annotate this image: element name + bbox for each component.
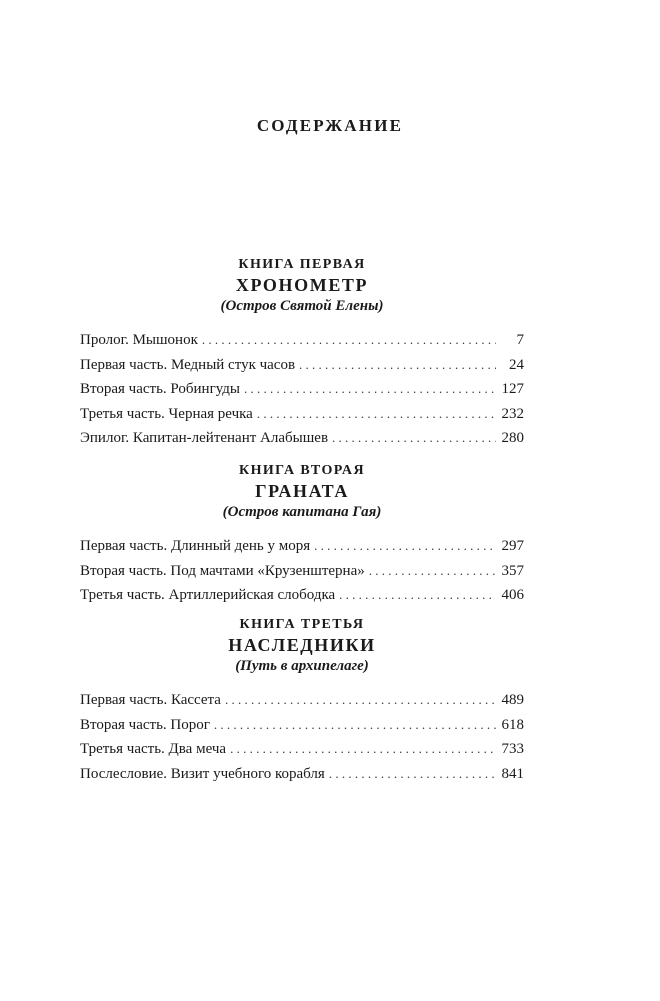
toc-entry-title: Эпилог. Капитан-лейтенант Алабышев xyxy=(80,430,329,446)
toc-page-number: 357 xyxy=(501,562,524,579)
book-subtitle: (Остров Святой Елены) xyxy=(220,298,384,314)
toc-page-number: 24 xyxy=(509,356,524,373)
toc-entry-list xyxy=(80,332,524,455)
book-header xyxy=(80,616,524,676)
book-section-2 xyxy=(80,462,524,612)
dot-leader xyxy=(329,766,496,782)
book-header xyxy=(80,256,524,316)
dot-leader xyxy=(257,406,496,422)
toc-page-number: 232 xyxy=(501,405,524,422)
dot-leader xyxy=(230,741,496,757)
toc-page-number: 841 xyxy=(501,765,524,782)
toc-entry-title: Послесловие. Визит учебного корабля xyxy=(80,765,325,782)
toc-entry[interactable] xyxy=(80,381,524,406)
toc-entry-list xyxy=(80,692,524,790)
dot-leader xyxy=(339,587,496,603)
page-title: СОДЕРЖАНИЕ xyxy=(256,116,404,135)
toc-entry-title: Вторая часть. Порог xyxy=(80,716,210,733)
book-label: КНИГА ТРЕТЬЯ xyxy=(239,617,365,632)
dot-leader xyxy=(225,692,496,708)
dot-leader xyxy=(244,381,496,397)
toc-entry[interactable] xyxy=(80,563,524,588)
book-label: КНИГА ПЕРВАЯ xyxy=(238,257,366,272)
toc-entry[interactable] xyxy=(80,538,524,563)
dot-leader xyxy=(332,430,496,446)
book-label: КНИГА ВТОРАЯ xyxy=(239,463,365,478)
book-section-3 xyxy=(80,616,524,790)
book-title: ГРАНАТА xyxy=(255,481,349,501)
book-subtitle: (Путь в архипелаге) xyxy=(235,658,369,674)
toc-entry-title: Пролог. Мышонок xyxy=(80,332,198,348)
toc-entry[interactable] xyxy=(80,332,524,357)
toc-entry-title: Третья часть. Черная речка xyxy=(80,405,253,422)
book-section-1 xyxy=(80,256,524,455)
toc-entry[interactable] xyxy=(80,406,524,431)
toc-entry[interactable] xyxy=(80,766,524,791)
toc-page-number: 7 xyxy=(516,332,524,348)
toc-entry[interactable] xyxy=(80,430,524,455)
toc-page-number: 733 xyxy=(501,741,524,757)
toc-entry-title: Первая часть. Кассета xyxy=(80,692,221,708)
toc-page-number: 406 xyxy=(501,587,524,603)
book-header xyxy=(80,462,524,522)
book-title: ХРОНОМЕТР xyxy=(235,275,369,295)
dot-leader xyxy=(299,357,496,373)
toc-entry-title: Третья часть. Два меча xyxy=(80,741,227,757)
toc-page-number: 280 xyxy=(501,430,524,446)
toc-entry-title: Вторая часть. Под мачтами «Крузенштерна» xyxy=(80,562,365,579)
dot-leader xyxy=(369,563,496,579)
book-subtitle: (Остров капитана Гая) xyxy=(222,504,382,520)
toc-entry[interactable] xyxy=(80,692,524,717)
toc-entry[interactable] xyxy=(80,587,524,612)
toc-entry[interactable] xyxy=(80,741,524,766)
toc-entry[interactable] xyxy=(80,357,524,382)
toc-entry-title: Первая часть. Медный стук часов xyxy=(80,356,296,373)
toc-page-number: 297 xyxy=(501,538,524,554)
toc-entry-title: Третья часть. Артиллерийская слободка xyxy=(80,587,336,603)
book-title: НАСЛЕДНИКИ xyxy=(228,635,376,655)
toc-entry-title: Первая часть. Длинный день у моря xyxy=(80,538,311,554)
toc-page-number: 489 xyxy=(501,692,524,708)
toc-page-number: 618 xyxy=(501,716,524,733)
toc-page-number: 127 xyxy=(501,381,524,397)
dot-leader xyxy=(314,538,496,554)
dot-leader xyxy=(202,332,496,348)
toc-entry-list xyxy=(80,538,524,612)
dot-leader xyxy=(214,717,496,733)
toc-entry-title: Вторая часть. Робингуды xyxy=(80,381,240,397)
toc-entry[interactable] xyxy=(80,717,524,742)
